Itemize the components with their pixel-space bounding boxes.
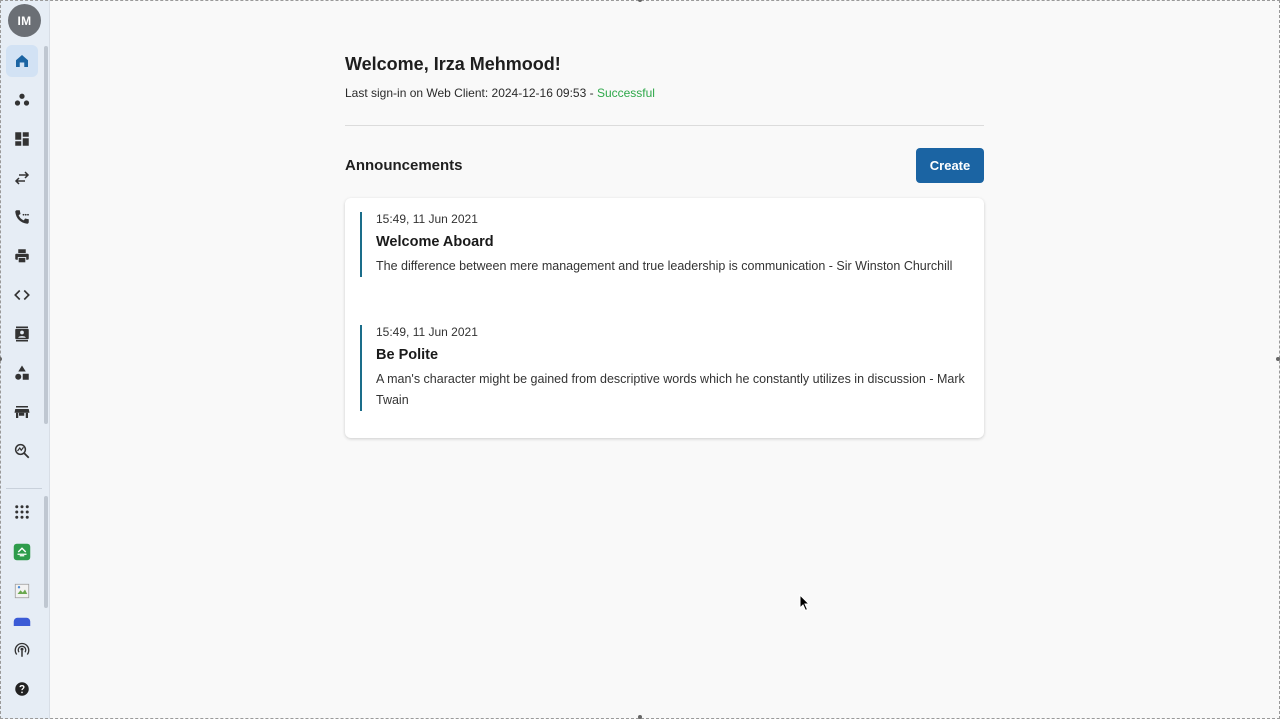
announcement-item[interactable] — [360, 212, 986, 277]
contacts-icon — [13, 325, 31, 343]
announcement-item[interactable] — [360, 325, 986, 411]
announcements-card — [345, 198, 984, 438]
phone-icon — [13, 208, 31, 226]
sidebar-item-app-green[interactable] — [6, 536, 38, 568]
shapes-icon — [13, 364, 31, 382]
sidebar-item-developer[interactable] — [6, 279, 38, 311]
sidebar-scrollbar[interactable] — [44, 496, 48, 608]
create-button[interactable]: Create — [916, 148, 984, 183]
app-green-icon — [13, 543, 31, 561]
sidebar-item-apps[interactable] — [6, 496, 38, 528]
announcement-body: A man's character might be gained from descriptive words which he constantly utilizes in discussion - Mark Twain — [376, 372, 965, 407]
sidebar-item-partial[interactable] — [6, 614, 38, 626]
sidebar-item-home[interactable] — [6, 45, 38, 77]
app-blue-icon — [13, 617, 31, 626]
help-icon — [13, 680, 31, 698]
page-title: Welcome, Irza Mehmood! — [345, 54, 561, 74]
sidebar-item-print[interactable] — [6, 240, 38, 272]
last-signin — [345, 86, 655, 100]
sidebar-item-analytics[interactable] — [6, 435, 38, 467]
announcements-heading: Announcements — [345, 157, 463, 174]
signin-text: Last sign-in on Web Client: 2024-12-16 09:53 - — [345, 86, 597, 100]
search-chart-icon — [13, 442, 31, 460]
broadcast-icon — [13, 641, 31, 659]
announcement-body: The difference between mere management and true leadership is communication - Sir Winston Churchill — [376, 259, 953, 273]
printer-icon — [13, 247, 31, 265]
grid-icon — [13, 503, 31, 521]
home-icon — [13, 52, 31, 70]
signin-status: Successful — [596, 86, 655, 100]
sidebar-item-store[interactable] — [6, 396, 38, 428]
broken-image-icon — [13, 582, 31, 600]
sidebar — [0, 0, 50, 719]
sidebar-item-calls[interactable] — [6, 201, 38, 233]
avatar[interactable]: IM — [8, 4, 41, 37]
announcement-title: Be Polite — [376, 347, 439, 363]
transfer-arrows-icon — [13, 169, 31, 187]
announcement-date: 15:49, 11 Jun 2021 — [376, 325, 478, 339]
frame-handle — [1276, 357, 1280, 361]
announcement-title: Welcome Aboard — [376, 234, 494, 250]
sidebar-item-shapes[interactable] — [6, 357, 38, 389]
sidebar-item-broadcast[interactable] — [6, 634, 38, 666]
announcement-date: 15:49, 11 Jun 2021 — [376, 212, 478, 226]
sidebar-scrollbar[interactable] — [44, 46, 48, 424]
sidebar-item-contacts[interactable] — [6, 318, 38, 350]
sidebar-item-image[interactable] — [6, 575, 38, 607]
divider — [345, 125, 984, 126]
store-icon — [13, 403, 31, 421]
dashboard-icon — [13, 130, 31, 148]
sidebar-item-help[interactable] — [6, 673, 38, 705]
sidebar-divider — [6, 488, 42, 489]
sidebar-item-groups[interactable] — [6, 84, 38, 116]
code-icon — [13, 286, 31, 304]
frame-handle — [638, 0, 642, 2]
sidebar-item-dashboard[interactable] — [6, 123, 38, 155]
mouse-cursor-icon — [799, 594, 811, 612]
sidebar-item-transfer[interactable] — [6, 162, 38, 194]
dots-cluster-icon — [13, 91, 31, 109]
frame-handle — [638, 715, 642, 719]
